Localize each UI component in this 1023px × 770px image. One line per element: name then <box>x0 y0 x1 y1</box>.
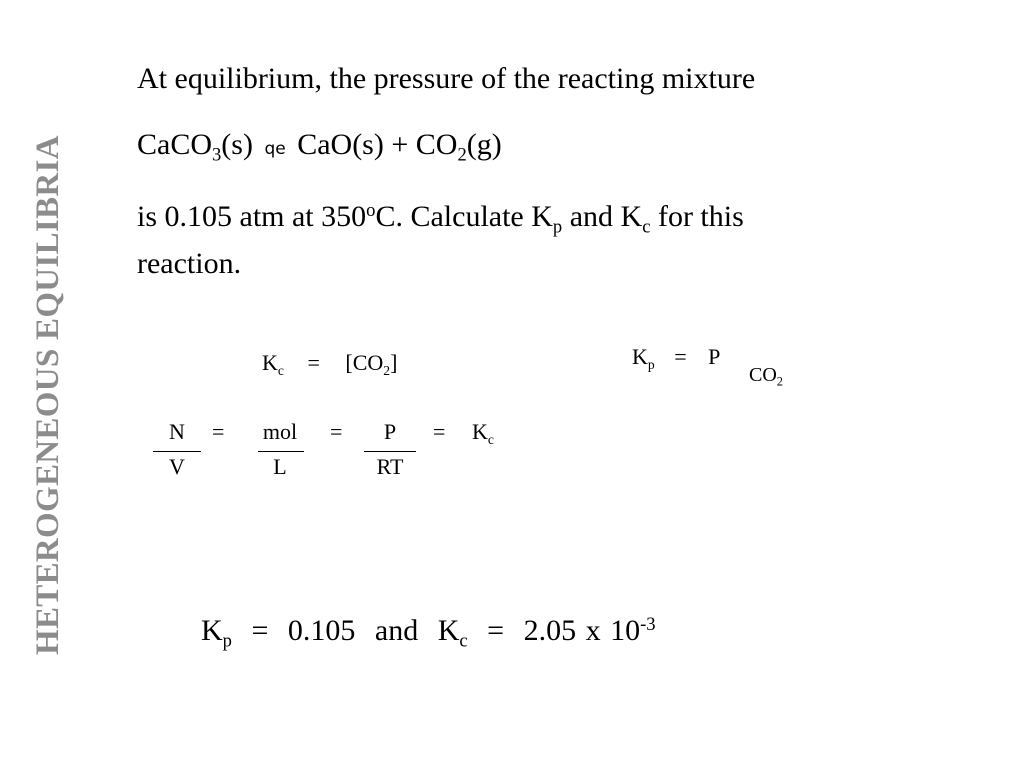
reaction-equation <box>137 128 502 166</box>
answer-kc-exponent: -3 <box>640 613 656 635</box>
kc-bracket-close: ] <box>390 350 398 375</box>
kp-p: P <box>708 344 721 369</box>
answer-kc-value: 2.05 x 10 <box>523 614 641 647</box>
answer-kp-sub: p <box>222 630 232 652</box>
problem-line-3 <box>137 199 744 238</box>
fraction-p-line <box>364 451 416 452</box>
fraction-v-bottom: V <box>169 454 185 479</box>
kc-expression <box>262 350 397 376</box>
equilibrium-arrow-icon: qe <box>264 139 286 159</box>
relation-k: K <box>472 419 488 444</box>
answer-equals-1: = <box>251 614 269 647</box>
answer-kp: K <box>201 614 223 647</box>
fraction-n-line <box>153 451 201 452</box>
reactant: CaCO <box>137 128 212 161</box>
line3-part-a: is 0.105 atm at 350 <box>137 200 367 233</box>
answer-and: and <box>374 614 419 647</box>
reactant-subscript: 3 <box>212 144 222 166</box>
fraction-l-bottom: L <box>273 454 287 479</box>
problem-line-4: reaction. <box>137 247 242 280</box>
relation-equals-1: = <box>212 419 225 444</box>
fraction-mol-line <box>258 451 304 452</box>
answer-kp-value: 0.105 <box>287 614 356 647</box>
relation-kc <box>472 419 494 445</box>
product-state: (g) <box>466 128 502 161</box>
relation-equals-2: = <box>330 419 343 444</box>
relation-k-sub: c <box>487 431 494 447</box>
side-title: HETEROGENEOUS EQUILIBRIA <box>30 135 66 655</box>
kp-pressure-subscript <box>749 364 783 387</box>
kc-bracket-sub: 2 <box>383 362 391 378</box>
kp-p-sub2: 2 <box>776 374 783 389</box>
products: CaO(s) + CO <box>297 128 458 161</box>
line3-part-c: and K <box>562 200 643 233</box>
fraction-p-top: P <box>383 419 397 444</box>
problem-line-1: At equilibrium, the pressure of the reacting mixture <box>137 62 756 95</box>
kp-expression <box>632 344 720 370</box>
answer-line <box>201 613 656 652</box>
kp-k-sub: p <box>647 356 655 372</box>
reactant-state: (s) <box>221 128 253 161</box>
kp-equals: = <box>674 344 687 369</box>
answer-kc-sub: c <box>459 630 468 652</box>
kp-p-sub: CO <box>749 364 777 386</box>
fraction-mol-top: mol <box>262 419 298 444</box>
kc-equals: = <box>307 350 320 375</box>
relation-equals-3: = <box>433 419 446 444</box>
answer-kc: K <box>437 614 460 647</box>
line3-part-b: C. Calculate K <box>375 200 553 233</box>
product-subscript: 2 <box>457 144 467 166</box>
kc-k: K <box>262 350 278 375</box>
answer-equals-2: = <box>487 614 505 647</box>
degree-sup: o <box>366 199 376 221</box>
kp-sub: p <box>552 216 563 238</box>
fraction-rt-bottom: RT <box>376 454 404 479</box>
kc-k-sub: c <box>277 362 284 378</box>
kc-bracket: [CO <box>345 350 384 375</box>
kc-sub: c <box>642 216 651 238</box>
fraction-n-top: N <box>169 419 185 444</box>
kp-k: K <box>632 344 648 369</box>
line3-part-d: for this <box>650 200 744 233</box>
